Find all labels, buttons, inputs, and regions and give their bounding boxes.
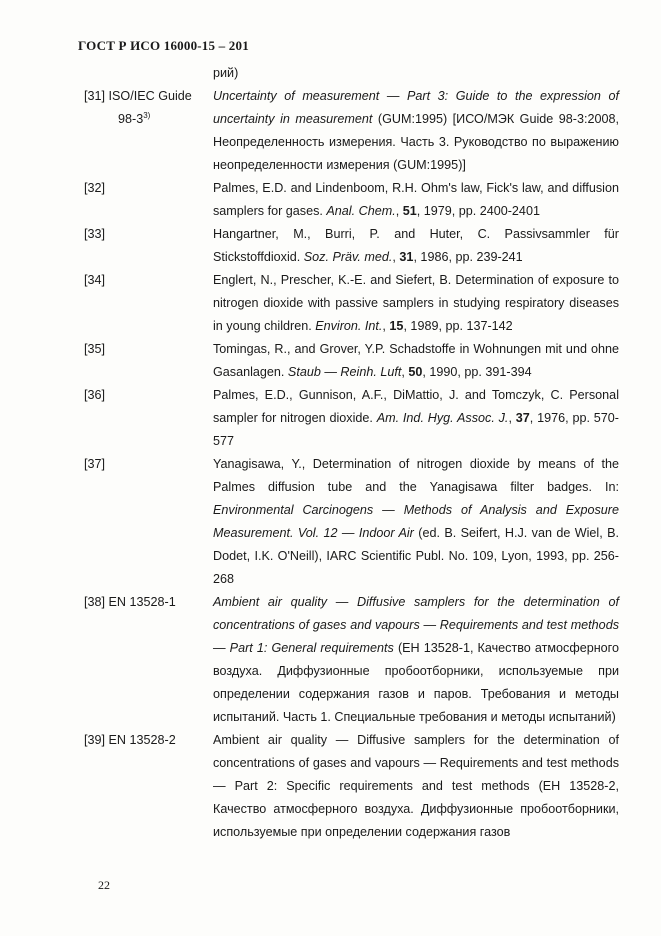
reference-text: Hangartner, M., Burri, P. and Huter, C. Passivsammler für Stickstoffdioxid. Soz. Präv. med., 31, 1986, pp. 239-241	[213, 227, 619, 264]
reference-text: Englert, N., Prescher, K.-E. and Siefert, B. Determination of exposure to nitrogen dioxide with passive samplers in studying respiratory diseases in young children. Environ. Int., 15, 1989, pp. 137-142	[213, 273, 619, 333]
reference-33	[84, 223, 619, 269]
reference-number: [32]	[84, 181, 106, 195]
reference-37	[84, 453, 619, 591]
reference-text: Yanagisawa, Y., Determination of nitrogen dioxide by means of the Palmes diffusion tube and the Yanagisawa filter badges. In: Environmental Carcinogens — Methods of Analysis and Exposure Measurement. Vol. 12 — Indoor Air (ed. B. Seifert, H.J. van de Wiel, B. Dodet, I.K. O'Neill), IARC Scientific Publ. No. 109, Lyon, 1993, pp. 256-268	[213, 457, 619, 586]
reference-number: [39] EN 13528-2	[84, 733, 176, 747]
reference-32	[84, 177, 619, 223]
reference-number: [33]	[84, 227, 106, 241]
reference-35	[84, 338, 619, 384]
reference-31	[84, 85, 619, 177]
reference-34	[84, 269, 619, 338]
page-number: 22	[98, 878, 110, 892]
bibliography-list	[84, 62, 619, 844]
continuation-text: рий)	[213, 66, 239, 80]
reference-number: [34]	[84, 273, 106, 287]
reference-number: [38] EN 13528-1	[84, 595, 176, 609]
reference-number: [35]	[84, 342, 106, 356]
reference-39	[84, 729, 619, 844]
continuation-line	[84, 62, 619, 85]
reference-text: Ambient air quality — Diffusive samplers for the determination of concentrations of gases and vapours — Requirements and test methods — Part 2: Specific requirements and test methods (ЕН 13528-2, Качество атмосферного воздуха. Диффузионные пробоотборники, используемые при определении содержания газов	[213, 733, 619, 839]
reference-number: [31] ISO/IEC Guide 98-3$^{3)}$	[84, 89, 192, 127]
reference-36	[84, 384, 619, 453]
reference-38	[84, 591, 619, 729]
reference-number: [37]	[84, 457, 106, 471]
reference-number: [36]	[84, 388, 106, 402]
reference-text: Palmes, E.D. and Lindenboom, R.H. Ohm's law, Fick's law, and diffusion samplers for gases. Anal. Chem., 51, 1979, pp. 2400-2401	[213, 181, 619, 218]
page-header: ГОСТ Р ИСО 16000-15 – 201	[78, 38, 249, 53]
reference-text: Tomingas, R., and Grover, Y.P. Schadstoffe in Wohnungen mit und ohne Gasanlagen. Staub — Reinh. Luft, 50, 1990, pp. 391-394	[213, 342, 619, 379]
reference-text: Palmes, E.D., Gunnison, A.F., DiMattio, J. and Tomczyk, C. Personal sampler for nitrogen dioxide. Am. Ind. Hyg. Assoc. J., 37, 1976, pp. 570-577	[213, 388, 619, 448]
reference-text: Uncertainty of measurement — Part 3: Guide to the expression of uncertainty in measurement (GUM:1995) [ИСО/МЭК Guide 98-3:2008, Неопределенность измерения. Часть 3. Руководство по выражению неопределенности измерения (GUM:1995)]	[213, 89, 619, 172]
reference-text: Ambient air quality — Diffusive samplers for the determination of concentrations of gases and vapours — Requirements and test methods — Part 1: General requirements (ЕН 13528-1, Качество атмосферного воздуха. Диффузионные пробоотборники, используемые при определении содержания газов и паров. Требования и методы испытаний. Часть 1. Специальные требования и методы испытаний)	[213, 595, 619, 724]
